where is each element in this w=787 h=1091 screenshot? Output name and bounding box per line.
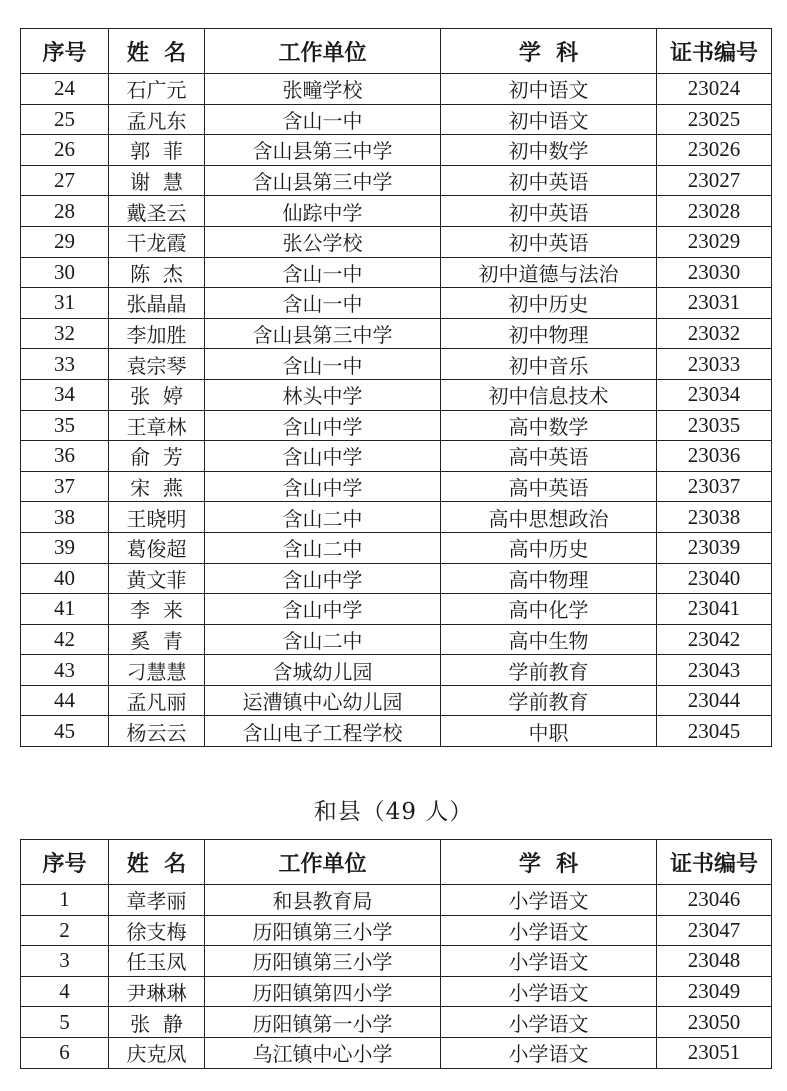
cell-name: 尹琳琳: [109, 976, 205, 1007]
cell-unit: 和县教育局: [205, 885, 441, 916]
cell-no: 25: [21, 104, 109, 135]
table-row: [21, 594, 772, 625]
cell-unit: 历阳镇第四小学: [205, 976, 441, 1007]
cell-unit: 含山一中: [205, 349, 441, 380]
cell-name: 张 婷: [109, 379, 205, 410]
cell-cert: 23032: [657, 318, 772, 349]
cell-cert: 23030: [657, 257, 772, 288]
cell-name: 孟凡丽: [109, 685, 205, 716]
cell-name: 奚 青: [109, 624, 205, 655]
table-row: [21, 716, 772, 747]
table-row: [21, 685, 772, 716]
cell-cert: 23048: [657, 946, 772, 977]
table-row: [21, 624, 772, 655]
cell-no: 6: [21, 1037, 109, 1068]
cell-cert: 23047: [657, 915, 772, 946]
cell-cert: 23025: [657, 104, 772, 135]
cell-subject: 学前教育: [441, 655, 657, 686]
cell-subject: 小学语文: [441, 915, 657, 946]
cell-no: 41: [21, 594, 109, 625]
section-title-hexian: 和县（49 人）: [313, 799, 474, 825]
table-row: [21, 135, 772, 166]
table-row: [21, 976, 772, 1007]
cell-subject: 初中物理: [441, 318, 657, 349]
cell-no: 31: [21, 288, 109, 319]
cell-no: 42: [21, 624, 109, 655]
cell-unit: 仙踪中学: [205, 196, 441, 227]
table-row: [21, 196, 772, 227]
cell-name: 孟凡东: [109, 104, 205, 135]
table-header-row: [21, 840, 772, 885]
cell-name: 李加胜: [109, 318, 205, 349]
cell-name: 宋 燕: [109, 471, 205, 502]
cell-cert: 23028: [657, 196, 772, 227]
cell-name: 干龙霞: [109, 226, 205, 257]
cell-unit: 含山电子工程学校: [205, 716, 441, 747]
cell-subject: 高中物理: [441, 563, 657, 594]
cell-unit: 含山中学: [205, 594, 441, 625]
table-row: [21, 104, 772, 135]
cell-name: 石广元: [109, 74, 205, 105]
cell-subject: 中职: [441, 716, 657, 747]
table-row: [21, 502, 772, 533]
cell-cert: 23040: [657, 563, 772, 594]
cell-subject: 初中英语: [441, 165, 657, 196]
cell-unit: 含山县第三中学: [205, 135, 441, 166]
cell-no: 5: [21, 1007, 109, 1038]
cell-subject: 学前教育: [441, 685, 657, 716]
table-header-row: [21, 29, 772, 74]
cell-no: 44: [21, 685, 109, 716]
table-row: [21, 1037, 772, 1068]
header-subject: 学 科: [441, 29, 657, 74]
cell-unit: 历阳镇第三小学: [205, 946, 441, 977]
cell-no: 32: [21, 318, 109, 349]
cell-subject: 高中生物: [441, 624, 657, 655]
cell-name: 戴圣云: [109, 196, 205, 227]
header-cert: 证书编号: [657, 840, 772, 885]
cell-no: 2: [21, 915, 109, 946]
cell-no: 38: [21, 502, 109, 533]
cell-no: 29: [21, 226, 109, 257]
cell-subject: 高中英语: [441, 471, 657, 502]
table-row: [21, 288, 772, 319]
cell-cert: 23026: [657, 135, 772, 166]
cell-name: 王晓明: [109, 502, 205, 533]
cell-unit: 运漕镇中心幼儿园: [205, 685, 441, 716]
cell-cert: 23037: [657, 471, 772, 502]
cell-subject: 初中语文: [441, 104, 657, 135]
cell-name: 黄文菲: [109, 563, 205, 594]
header-no: 序号: [21, 840, 109, 885]
cell-unit: 含山县第三中学: [205, 165, 441, 196]
cell-unit: 含山二中: [205, 502, 441, 533]
cell-unit: 张疃学校: [205, 74, 441, 105]
cell-no: 39: [21, 532, 109, 563]
cell-cert: 23036: [657, 441, 772, 472]
table-row: [21, 74, 772, 105]
cell-subject: 初中音乐: [441, 349, 657, 380]
cell-unit: 含城幼儿园: [205, 655, 441, 686]
cell-name: 李 来: [109, 594, 205, 625]
cell-cert: 23043: [657, 655, 772, 686]
header-unit: 工作单位: [205, 29, 441, 74]
table-row: [21, 885, 772, 916]
cell-name: 刁慧慧: [109, 655, 205, 686]
cell-subject: 高中数学: [441, 410, 657, 441]
cell-cert: 23039: [657, 532, 772, 563]
cell-subject: 小学语文: [441, 976, 657, 1007]
cell-subject: 小学语文: [441, 1007, 657, 1038]
cell-name: 任玉凤: [109, 946, 205, 977]
cell-subject: 小学语文: [441, 885, 657, 916]
cell-name: 袁宗琴: [109, 349, 205, 380]
cell-unit: 含山二中: [205, 532, 441, 563]
cell-name: 俞 芳: [109, 441, 205, 472]
table-row: [21, 379, 772, 410]
cell-unit: 历阳镇第三小学: [205, 915, 441, 946]
cell-subject: 高中英语: [441, 441, 657, 472]
cell-unit: 含山中学: [205, 410, 441, 441]
cell-unit: 含山二中: [205, 624, 441, 655]
roster-table-hexian: [20, 839, 772, 1069]
cell-unit: 历阳镇第一小学: [205, 1007, 441, 1038]
cell-subject: 初中语文: [441, 74, 657, 105]
cell-subject: 初中道德与法治: [441, 257, 657, 288]
cell-cert: 23035: [657, 410, 772, 441]
header-cert: 证书编号: [657, 29, 772, 74]
cell-no: 40: [21, 563, 109, 594]
cell-no: 28: [21, 196, 109, 227]
cell-subject: 高中化学: [441, 594, 657, 625]
cell-cert: 23024: [657, 74, 772, 105]
header-name: 姓 名: [109, 840, 205, 885]
roster-table-hanshan: [20, 28, 772, 747]
cell-cert: 23038: [657, 502, 772, 533]
cell-unit: 含山一中: [205, 288, 441, 319]
table-row: [21, 441, 772, 472]
cell-no: 37: [21, 471, 109, 502]
cell-cert: 23042: [657, 624, 772, 655]
cell-name: 章孝丽: [109, 885, 205, 916]
cell-cert: 23029: [657, 226, 772, 257]
cell-unit: 张公学校: [205, 226, 441, 257]
table-row: [21, 410, 772, 441]
cell-subject: 小学语文: [441, 1037, 657, 1068]
table-row: [21, 349, 772, 380]
table-row: [21, 532, 772, 563]
cell-name: 王章林: [109, 410, 205, 441]
table-row: [21, 318, 772, 349]
cell-no: 30: [21, 257, 109, 288]
cell-cert: 23050: [657, 1007, 772, 1038]
header-subject: 学 科: [441, 840, 657, 885]
cell-cert: 23034: [657, 379, 772, 410]
cell-unit: 林头中学: [205, 379, 441, 410]
table-row: [21, 1007, 772, 1038]
cell-subject: 高中思想政治: [441, 502, 657, 533]
table-row: [21, 165, 772, 196]
cell-cert: 23045: [657, 716, 772, 747]
cell-name: 郭 菲: [109, 135, 205, 166]
cell-no: 34: [21, 379, 109, 410]
cell-name: 葛俊超: [109, 532, 205, 563]
cell-subject: 初中信息技术: [441, 379, 657, 410]
cell-subject: 初中英语: [441, 196, 657, 227]
cell-unit: 含山中学: [205, 471, 441, 502]
header-name: 姓 名: [109, 29, 205, 74]
cell-cert: 23041: [657, 594, 772, 625]
cell-unit: 含山中学: [205, 563, 441, 594]
cell-no: 33: [21, 349, 109, 380]
cell-subject: 初中数学: [441, 135, 657, 166]
cell-subject: 初中英语: [441, 226, 657, 257]
cell-subject: 初中历史: [441, 288, 657, 319]
cell-no: 1: [21, 885, 109, 916]
cell-name: 徐支梅: [109, 915, 205, 946]
cell-subject: 小学语文: [441, 946, 657, 977]
cell-name: 张 静: [109, 1007, 205, 1038]
cell-name: 陈 杰: [109, 257, 205, 288]
cell-name: 杨云云: [109, 716, 205, 747]
cell-unit: 含山一中: [205, 257, 441, 288]
cell-cert: 23031: [657, 288, 772, 319]
table-row: [21, 655, 772, 686]
cell-name: 张晶晶: [109, 288, 205, 319]
header-no: 序号: [21, 29, 109, 74]
cell-no: 35: [21, 410, 109, 441]
cell-no: 45: [21, 716, 109, 747]
cell-no: 27: [21, 165, 109, 196]
cell-name: 庆克凤: [109, 1037, 205, 1068]
cell-subject: 高中历史: [441, 532, 657, 563]
table-row: [21, 226, 772, 257]
table-row: [21, 915, 772, 946]
cell-cert: 23027: [657, 165, 772, 196]
cell-no: 4: [21, 976, 109, 1007]
table-row: [21, 257, 772, 288]
cell-cert: 23051: [657, 1037, 772, 1068]
table-row: [21, 471, 772, 502]
cell-cert: 23046: [657, 885, 772, 916]
cell-unit: 含山中学: [205, 441, 441, 472]
cell-cert: 23033: [657, 349, 772, 380]
cell-cert: 23044: [657, 685, 772, 716]
cell-no: 36: [21, 441, 109, 472]
header-unit: 工作单位: [205, 840, 441, 885]
cell-no: 43: [21, 655, 109, 686]
cell-cert: 23049: [657, 976, 772, 1007]
cell-unit: 含山一中: [205, 104, 441, 135]
cell-unit: 含山县第三中学: [205, 318, 441, 349]
cell-name: 谢 慧: [109, 165, 205, 196]
table-row: [21, 946, 772, 977]
table-row: [21, 563, 772, 594]
cell-no: 24: [21, 74, 109, 105]
cell-unit: 乌江镇中心小学: [205, 1037, 441, 1068]
cell-no: 3: [21, 946, 109, 977]
cell-no: 26: [21, 135, 109, 166]
